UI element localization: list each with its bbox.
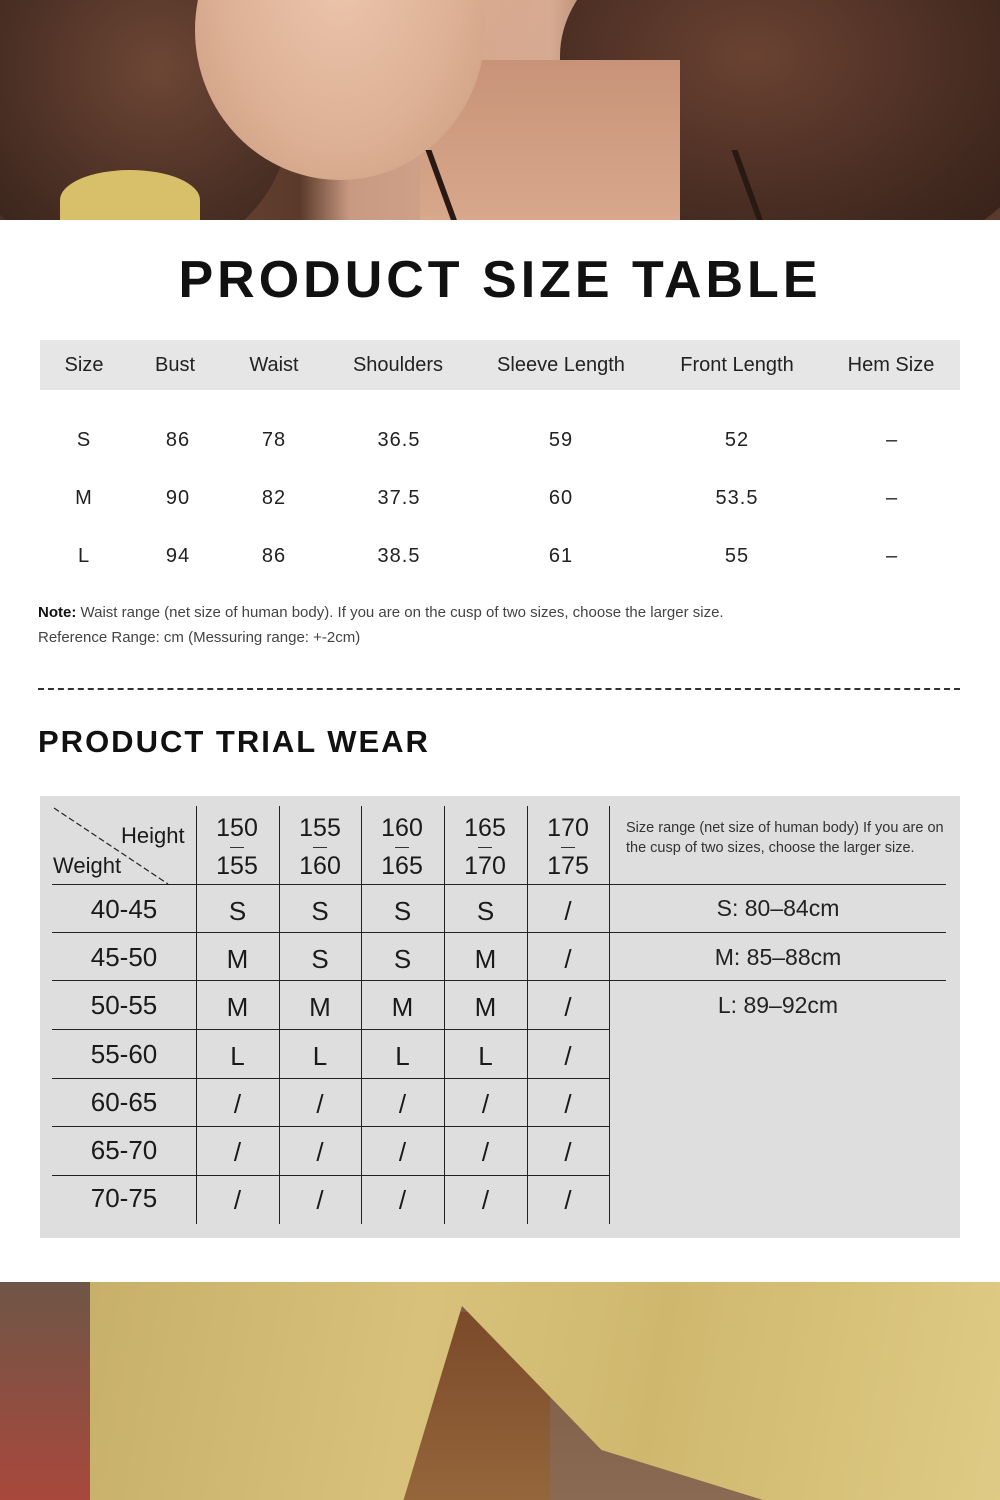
size-cell: M: [474, 992, 497, 1022]
size-cell: M: [226, 992, 249, 1022]
header-size: Size: [64, 354, 104, 376]
size-range-s: S: 80–84cm: [716, 895, 840, 921]
header-sleeve-length: Sleeve Length: [497, 354, 625, 376]
note-label: Note:: [38, 604, 77, 621]
size-row: [40, 478, 960, 518]
cell-waist: 82: [261, 487, 287, 509]
weight-label: 65-70: [90, 1135, 158, 1165]
size-cell: S: [311, 896, 329, 926]
size-cell: /: [398, 1137, 407, 1167]
size-cell: /: [481, 1089, 490, 1119]
cell-front: 55: [724, 545, 750, 567]
corner-height-label: Height: [121, 823, 185, 848]
size-cell: M: [226, 944, 249, 974]
weight-label: 55-60: [90, 1039, 158, 1069]
cell-shoulders: 38.5: [377, 545, 421, 567]
cell-size: L: [77, 545, 91, 567]
size-cell: /: [564, 992, 572, 1022]
size-cell: M: [391, 992, 414, 1022]
weight-label: 70-75: [90, 1183, 158, 1213]
size-cell: /: [564, 896, 572, 926]
size-cell: /: [481, 1185, 490, 1215]
size-range-note: Size range (net size of human body) If you are on the cusp of two sizes, choose the larger size.: [626, 820, 944, 856]
note-text: Waist range (net size of human body). If you are on the cusp of two sizes, choose the larger size.: [76, 604, 724, 621]
height-col: 170 175: [547, 814, 589, 880]
trial-wear-table: [40, 796, 960, 1238]
header-waist: Waist: [249, 354, 299, 376]
section-divider: [38, 688, 960, 690]
size-note: [38, 604, 724, 621]
weight-label: 60-65: [90, 1087, 158, 1117]
cell-hem: –: [885, 545, 899, 567]
cell-sleeve: 59: [548, 429, 574, 451]
cell-size: S: [76, 429, 92, 451]
weight-label: 40-45: [90, 894, 158, 924]
cell-waist: 78: [261, 429, 287, 451]
size-cell: /: [316, 1137, 324, 1167]
size-cell: S: [228, 896, 247, 926]
header-shoulders: Shoulders: [352, 354, 444, 376]
size-cell: L: [395, 1041, 410, 1071]
cell-sleeve: 61: [548, 545, 574, 567]
size-cell: L: [230, 1041, 245, 1071]
cell-bust: 90: [165, 487, 191, 509]
size-cell: /: [316, 1185, 324, 1215]
height-col: 160 165: [381, 814, 423, 880]
size-cell: S: [476, 896, 495, 926]
size-range-l: L: 89–92cm: [717, 992, 839, 1018]
bottom-model-photo: [0, 1282, 1000, 1500]
size-cell: /: [564, 1041, 572, 1071]
size-cell: L: [478, 1041, 493, 1071]
height-col: 150 155: [216, 814, 258, 880]
weight-label: 50-55: [90, 990, 158, 1020]
size-cell: S: [393, 896, 412, 926]
size-cell: M: [474, 944, 497, 974]
top-model-photo: [0, 0, 1000, 220]
height-col: 165 170: [464, 814, 506, 880]
weight-label: 45-50: [90, 942, 158, 972]
cell-waist: 86: [261, 545, 287, 567]
cell-shoulders: 36.5: [377, 429, 421, 451]
size-row: [40, 536, 960, 576]
size-cell: /: [233, 1089, 242, 1119]
size-cell: /: [481, 1137, 490, 1167]
size-cell: /: [398, 1185, 407, 1215]
cell-shoulders: 37.5: [377, 487, 421, 509]
size-cell: /: [233, 1185, 242, 1215]
corner-weight-label: Weight: [53, 853, 122, 878]
header-front-length: Front Length: [680, 354, 794, 376]
size-cell: /: [564, 1137, 572, 1167]
height-col: 155 160: [299, 814, 341, 880]
trial-wear-title: PRODUCT TRIAL WEAR: [38, 724, 430, 759]
cell-bust: 94: [165, 545, 191, 567]
cell-bust: 86: [165, 429, 191, 451]
cell-front: 53.5: [715, 487, 759, 509]
size-cell: /: [564, 1185, 572, 1215]
reference-range: Reference Range: cm (Messuring range: +-2cm): [38, 629, 361, 646]
size-cell: S: [393, 944, 412, 974]
header-bust: Bust: [154, 354, 196, 376]
size-cell: S: [311, 944, 329, 974]
header-hem-size: Hem Size: [847, 354, 935, 376]
size-range-m: M: 85–88cm: [714, 944, 842, 970]
size-cell: /: [564, 944, 572, 974]
size-cell: /: [233, 1137, 242, 1167]
cell-front: 52: [724, 429, 750, 451]
size-cell: L: [312, 1041, 328, 1071]
cell-size: M: [75, 487, 93, 509]
cell-hem: –: [885, 487, 899, 509]
size-cell: /: [564, 1089, 572, 1119]
size-table-header: [40, 340, 960, 390]
cell-hem: –: [885, 429, 899, 451]
size-table-title: PRODUCT SIZE TABLE: [178, 251, 822, 309]
size-cell: /: [316, 1089, 324, 1119]
size-cell: M: [309, 992, 331, 1022]
cell-sleeve: 60: [548, 487, 574, 509]
size-cell: /: [398, 1089, 407, 1119]
size-row: [40, 420, 960, 460]
